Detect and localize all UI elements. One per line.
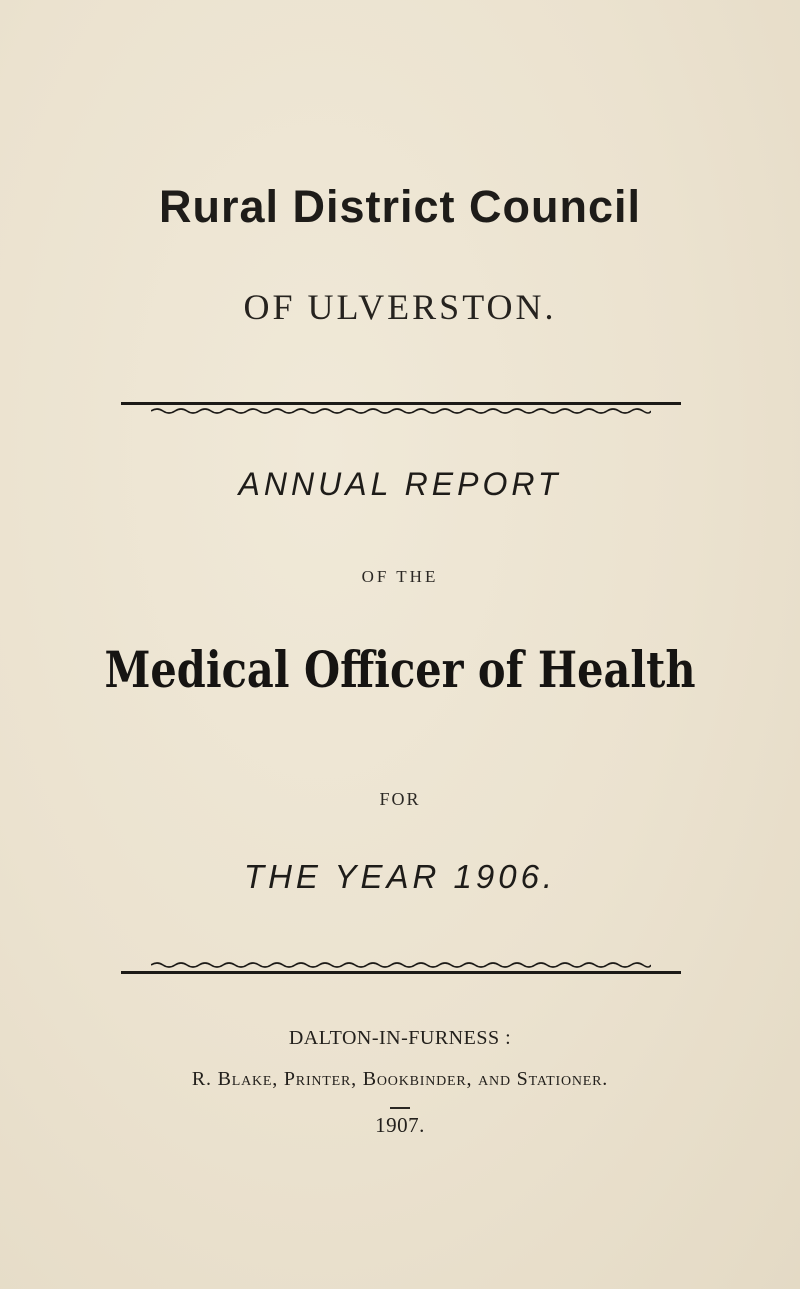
office-title: Medical Officer of Health: [104, 640, 696, 699]
top-ornamental-rule: [121, 402, 681, 416]
publisher-name: R. Blake, Printer, Bookbinder, and Stationer.: [191, 1068, 609, 1090]
short-divider: [390, 1107, 410, 1109]
council-title: Rural District Council: [158, 181, 642, 232]
top-rule-line: [121, 402, 681, 405]
report-title: ANNUAL REPORT: [238, 466, 562, 502]
of-the-text: OF THE: [361, 567, 439, 586]
publisher-place: DALTON-IN-FURNESS :: [288, 1027, 512, 1049]
bottom-ornamental-rule: [121, 960, 681, 974]
bottom-rule-line: [121, 971, 681, 974]
bottom-wavy-line: [151, 961, 651, 969]
council-place: OF ULVERSTON.: [243, 287, 557, 327]
for-text: FOR: [379, 789, 421, 809]
top-wavy-line: [151, 407, 651, 415]
publication-year: 1907.: [375, 1113, 425, 1137]
year-title: THE YEAR 1906.: [243, 858, 557, 895]
